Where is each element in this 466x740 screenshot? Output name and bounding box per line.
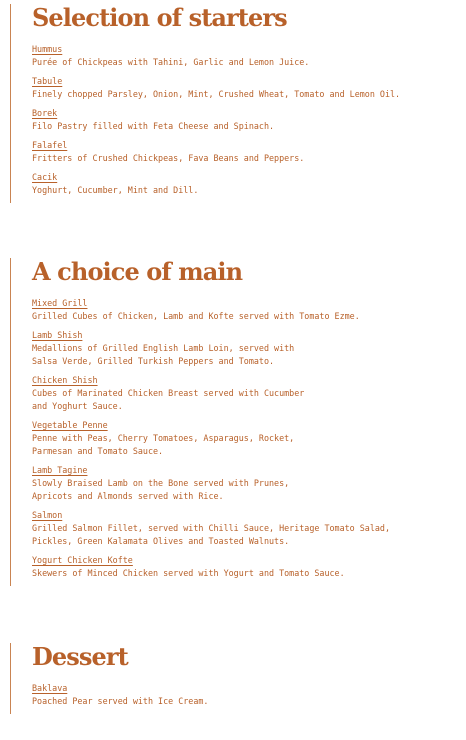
menu-item — [32, 43, 430, 69]
mains-list — [32, 297, 430, 580]
menu-item — [32, 171, 430, 197]
item-desc: Finely chopped Parsley, Onion, Mint, Crushed Wheat, Tomato and Lemon Oil. — [32, 89, 401, 99]
menu-item — [32, 75, 430, 101]
mains-title: A choice of main — [32, 257, 243, 286]
item-desc: Grilled Cubes of Chicken, Lamb and Kofte served with Tomato Ezme. — [32, 311, 360, 321]
menu-item — [32, 297, 430, 323]
item-name-salmon[interactable]: Salmon — [32, 510, 63, 520]
item-desc: Slowly Braised Lamb on the Bone served with Prunes, Apricots and Almonds served with Rice. — [32, 478, 290, 501]
item-name-baklava[interactable]: Baklava — [32, 683, 68, 693]
starters-title: Selection of starters — [32, 3, 287, 32]
item-desc: Fritters of Crushed Chickpeas, Fava Beans and Peppers. — [32, 153, 305, 163]
item-desc: Filo Pastry filled with Feta Cheese and Spinach. — [32, 121, 275, 131]
item-desc: Medallions of Grilled English Lamb Loin, served with Salsa Verde, Grilled Turkish Peppers and Tomato. — [32, 343, 295, 366]
item-desc: Cubes of Marinated Chicken Breast served with Cucumber and Yoghurt Sauce. — [32, 388, 305, 411]
item-desc: Poached Pear served with Ice Cream. — [32, 696, 209, 706]
item-name-chicken-shish[interactable]: Chicken Shish — [32, 375, 98, 385]
menu-item — [32, 139, 430, 165]
menu-item — [32, 464, 430, 503]
item-name-falafel[interactable]: Falafel — [32, 140, 68, 150]
menu-item — [32, 374, 430, 413]
mains-section — [10, 258, 430, 586]
dessert-section — [10, 643, 430, 714]
item-desc: Yoghurt, Cucumber, Mint and Dill. — [32, 185, 199, 195]
item-name-hummus[interactable]: Hummus — [32, 44, 63, 54]
menu-item — [32, 107, 430, 133]
dessert-list — [32, 682, 430, 708]
item-name-borek[interactable]: Borek — [32, 108, 58, 118]
item-name-yogurt-chicken-kofte[interactable]: Yogurt Chicken Kofte — [32, 555, 133, 565]
menu-item — [32, 329, 430, 368]
item-desc: Skewers of Minced Chicken served with Yogurt and Tomato Sauce. — [32, 568, 345, 578]
item-name-vegetable-penne[interactable]: Vegetable Penne — [32, 420, 108, 430]
item-name-tabule[interactable]: Tabule — [32, 76, 63, 86]
menu-item — [32, 419, 430, 458]
starters-list — [32, 43, 430, 197]
dessert-title: Dessert — [32, 642, 128, 671]
item-name-lamb-shish[interactable]: Lamb Shish — [32, 330, 83, 340]
item-name-cacik[interactable]: Cacik — [32, 172, 58, 182]
item-desc: Penne with Peas, Cherry Tomatoes, Asparagus, Rocket, Parmesan and Tomato Sauce. — [32, 433, 295, 456]
item-name-lamb-tagine[interactable]: Lamb Tagine — [32, 465, 88, 475]
starters-section — [10, 4, 430, 203]
item-name-mixed-grill[interactable]: Mixed Grill — [32, 298, 88, 308]
menu-item — [32, 554, 430, 580]
menu-item — [32, 682, 430, 708]
item-desc: Grilled Salmon Fillet, served with Chilli Sauce, Heritage Tomato Salad, Pickles, Green Kalamata Olives and Toasted Walnuts. — [32, 523, 390, 546]
menu-item — [32, 509, 430, 548]
item-desc: Purée of Chickpeas with Tahini, Garlic and Lemon Juice. — [32, 57, 310, 67]
